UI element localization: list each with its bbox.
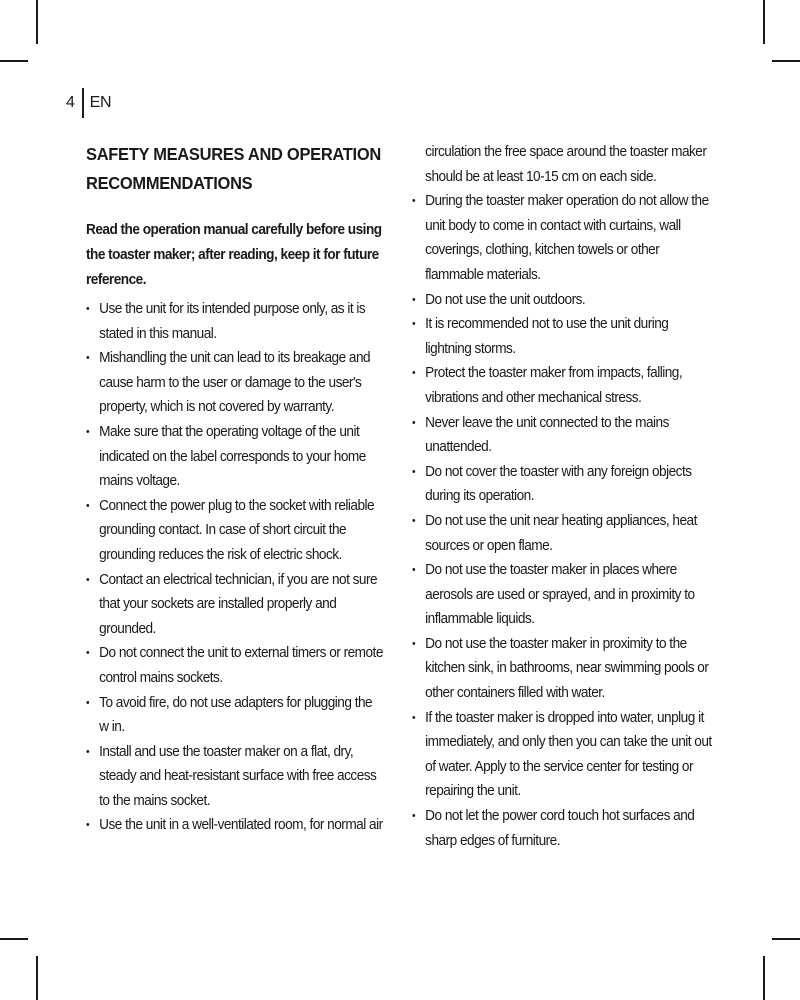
safety-list-item	[412, 411, 713, 460]
safety-list-item	[412, 804, 713, 853]
safety-list-item	[412, 312, 713, 361]
bullet-icon: •	[412, 637, 416, 650]
list-item-text: Install and use the toaster maker on a flat, dry, steady and heat-resistant surface with free access to the mains socket.	[99, 743, 377, 809]
list-item-text: Do not use the toaster maker in places where aerosols are used or sprayed, and in proximity to inflammable liquids.	[425, 562, 695, 628]
list-item-text: Do not let the power cord touch hot surfaces and sharp edges of furniture.	[425, 808, 695, 849]
crop-mark-bottom-left	[36, 956, 38, 1000]
bullet-icon: •	[412, 416, 416, 429]
header-divider	[82, 88, 84, 118]
right-column	[412, 140, 713, 853]
list-item-text: It is recommended not to use the unit during lightning storms.	[425, 316, 669, 357]
list-item-text: During the toaster maker operation do not allow the unit body to come in contact with curtains, wall coverings, clothing, kitchen towels or other flammable materials.	[425, 193, 709, 283]
bullet-icon: •	[412, 195, 416, 208]
safety-list-item	[86, 691, 383, 740]
list-item-text: Make sure that the operating voltage of the unit indicated on the label corresponds to your home mains voltage.	[99, 423, 366, 490]
safety-list-item	[86, 346, 383, 420]
bullet-icon: •	[86, 303, 90, 315]
list-item-text: Never leave the unit connected to the mains unattended.	[425, 414, 669, 456]
crop-mark-top-right-h	[772, 60, 800, 62]
safety-list-item	[412, 632, 713, 706]
list-item-text: Do not use the unit near heating appliances, heat sources or open flame.	[425, 512, 697, 554]
list-item-text: Do not use the unit outdoors.	[425, 291, 586, 308]
bullet-icon: •	[412, 465, 416, 478]
bullet-icon: •	[412, 514, 416, 527]
bullet-icon: •	[86, 647, 90, 660]
safety-list-item	[412, 558, 713, 632]
safety-list-item	[86, 297, 383, 346]
list-item-text: Do not cover the toaster with any foreign objects during its operation.	[425, 463, 692, 505]
bullet-icon: •	[86, 425, 90, 438]
crop-mark-bottom-right	[763, 956, 765, 1000]
language-code: EN	[89, 94, 112, 111]
bullet-icon: •	[412, 810, 416, 823]
safety-list-item	[412, 189, 713, 287]
page-header	[66, 90, 111, 116]
section-title: SAFETY MEASURES AND OPERATION RECOMMENDATIONS	[86, 144, 381, 193]
safety-list-item	[412, 460, 713, 509]
bullet-icon: •	[412, 318, 416, 331]
list-item-text: Connect the power plug to the socket with reliable grounding contact. In case of short circuit the grounding reduces the risk of electric shock.	[99, 497, 375, 563]
crop-mark-top-left-h	[0, 60, 28, 62]
continued-item-text: circulation the free space around the toaster maker should be at least 10-15 cm on each side.	[425, 144, 707, 185]
bullet-icon: •	[86, 573, 90, 586]
safety-list-item	[86, 641, 383, 690]
safety-list-item	[412, 361, 713, 410]
page-number: 4	[66, 94, 75, 111]
bullet-icon: •	[86, 499, 90, 512]
bullet-icon: •	[412, 367, 416, 380]
bullet-icon: •	[412, 293, 416, 306]
list-item-text: Contact an electrical technician, if you are not sure that your sockets are installed properly and grounded.	[99, 571, 378, 637]
list-item-text: Protect the toaster maker from impacts, falling, vibrations and other mechanical stress.	[425, 365, 683, 406]
list-item-text: Do not connect the unit to external timers or remote control mains sockets.	[99, 645, 383, 686]
bullet-icon: •	[412, 711, 416, 724]
bullet-icon: •	[86, 745, 90, 758]
safety-list-item	[86, 494, 383, 568]
crop-mark-top-left	[36, 0, 38, 44]
list-item-text: To avoid fire, do not use adapters for plugging the w in.	[99, 694, 373, 736]
list-item-text: If the toaster maker is dropped into water, unplug it immediately, and only then you can take the unit out of water. Apply to the service center for testing or repairing the unit.	[425, 709, 712, 800]
right-bullet-list	[412, 189, 713, 853]
safety-list-item	[86, 740, 383, 814]
safety-list-item	[86, 420, 383, 494]
safety-list-item	[412, 706, 713, 804]
list-item-text: Use the unit in a well-ventilated room, for normal air	[99, 817, 383, 834]
left-bullet-list	[86, 297, 383, 838]
crop-mark-top-right	[763, 0, 765, 44]
safety-list-item	[86, 568, 383, 642]
bullet-icon: •	[86, 352, 90, 365]
bullet-icon: •	[412, 564, 416, 577]
list-item-text: Use the unit for its intended purpose only, as it is stated in this manual.	[99, 301, 366, 342]
left-column	[86, 140, 383, 838]
crop-mark-bottom-left-h	[0, 938, 28, 940]
list-item-text: Mishandling the unit can lead to its breakage and cause harm to the user or damage to the user's property, which is not covered by warranty.	[99, 350, 371, 416]
intro-text: Read the operation manual carefully before using the toaster maker; after reading, keep it for future reference.	[86, 222, 382, 288]
crop-mark-bottom-right-h	[772, 938, 800, 940]
bullet-icon: •	[86, 696, 90, 709]
list-item-text: Do not use the toaster maker in proximity to the kitchen sink, in bathrooms, near swimming pools or other containers filled with water.	[425, 635, 709, 702]
bullet-icon: •	[86, 819, 90, 832]
safety-list-item	[86, 813, 383, 838]
safety-list-item	[412, 509, 713, 558]
safety-list-item	[412, 288, 713, 313]
